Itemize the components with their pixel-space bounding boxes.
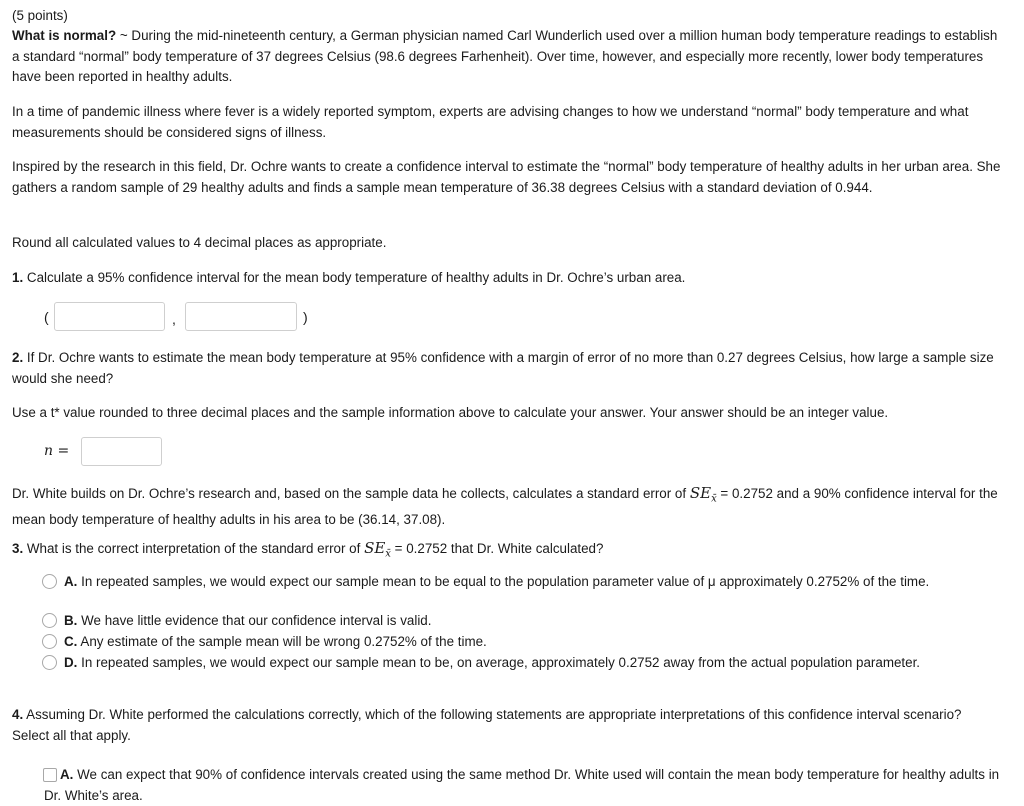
q3-option-d-radio[interactable] bbox=[42, 655, 57, 670]
q3-option-d-letter: D. bbox=[64, 655, 78, 670]
intro-paragraph bbox=[12, 26, 1002, 88]
question-2-text: If Dr. Ochre wants to estimate the mean body temperature at 95% confidence with a margin of error of no more than 0.27 degrees Celsius, how large a sample size would she need? bbox=[12, 350, 994, 386]
pandemic-paragraph: In a time of pandemic illness where fever is a widely reported symptom, experts are advising changes to how we understand “normal” body temperature and what measurements should be considered signs of illness. bbox=[12, 104, 969, 140]
question-2-instruction: Use a t* value rounded to three decimal places and the sample information above to calculate your answer. Your answer should be an integer value. bbox=[12, 405, 889, 420]
q3-option-b-label: We have little evidence that our confidence interval is valid. bbox=[77, 613, 432, 628]
question-2-number: 2. bbox=[12, 350, 24, 365]
sample-size-input[interactable] bbox=[81, 437, 162, 466]
q3-option-c-radio[interactable] bbox=[42, 634, 57, 649]
q3-option-b-radio[interactable] bbox=[42, 613, 57, 628]
question-3-text-2: = 0.2752 that Dr. White calculated? bbox=[390, 541, 604, 556]
n-label: n = bbox=[44, 443, 70, 459]
q4-option-a-text bbox=[44, 765, 1004, 806]
question-4-text: Assuming Dr. White performed the calculations correctly, which of the following statements are appropriate interpretations of this confidence interval scenario? Select all that apply. bbox=[12, 707, 962, 743]
white-text-2: = 0.2752 and a 90% confidence interval for the mean body temperature of healthy adults in his area to be (36.14, 37.08). bbox=[12, 486, 998, 528]
interval-upper-input[interactable] bbox=[185, 302, 297, 331]
q3-option-b-letter: B. bbox=[64, 613, 78, 628]
q3-option-a-label: In repeated samples, we would expect our sample mean to be equal to the population parameter value of μ approximately 0.2752% of the time. bbox=[77, 574, 930, 589]
q3-option-d-text bbox=[64, 653, 984, 674]
question-3-text-1: What is the correct interpretation of the standard error of bbox=[23, 541, 365, 556]
white-text-1: Dr. White builds on Dr. Ochre’s research and, based on the sample data he collects, calculates a standard error of bbox=[12, 486, 690, 501]
question-1 bbox=[12, 268, 1002, 289]
q3-option-a-radio[interactable] bbox=[42, 574, 57, 589]
q3-option-a-letter: A. bbox=[64, 574, 78, 589]
q3-option-d-label: In repeated samples, we would expect our sample mean to be, on average, approximately 0.2752 away from the actual population parameter. bbox=[77, 655, 921, 670]
q3-option-c-letter: C. bbox=[64, 634, 78, 649]
question-4 bbox=[12, 705, 1002, 746]
q3-option-c-label: Any estimate of the sample mean will be wrong 0.2752% of the time. bbox=[77, 634, 487, 649]
ochre-paragraph: Inspired by the research in this field, Dr. Ochre wants to create a confidence interval to estimate the “normal” body temperature of healthy adults in her urban area. She gathers a random sample of 29 healthy adults and finds a sample mean temperature of 36.38 degrees Celsius with a standard deviation of 0.944. bbox=[12, 159, 1001, 195]
question-1-number: 1. bbox=[12, 270, 24, 285]
se-symbol: SE bbox=[364, 539, 386, 557]
question-1-text: Calculate a 95% confidence interval for the mean body temperature of healthy adults in Dr. Ochre’s urban area. bbox=[23, 270, 686, 285]
q4-option-a-letter: A. bbox=[60, 767, 74, 782]
intro-title: What is normal? bbox=[12, 28, 117, 43]
points-label: (5 points) bbox=[12, 8, 68, 23]
question-3 bbox=[12, 538, 1002, 565]
interval-lower-input[interactable] bbox=[54, 302, 165, 331]
intro-body: ~ During the mid-nineteenth century, a German physician named Carl Wunderlich used over a million human body temperature readings to establish a standard “normal” body temperature of 37 degrees Celsius (98.6 degrees Farhenheit). Over time, however, and especially more recently, lower body temperatures have been reported in healthy adults. bbox=[12, 28, 998, 84]
rounding-note: Round all calculated values to 4 decimal places as appropriate. bbox=[12, 235, 387, 250]
white-paragraph bbox=[12, 483, 1002, 531]
q3-option-b-text bbox=[64, 611, 984, 632]
q3-option-c-text bbox=[64, 632, 984, 653]
interval-open-paren: ( bbox=[44, 309, 49, 325]
interval-comma: , bbox=[172, 311, 176, 327]
q4-option-a-label: We can expect that 90% of confidence intervals created using the same method Dr. White used will contain the mean body temperature for healthy adults in Dr. White’s area. bbox=[44, 767, 1000, 803]
se-symbol: SE bbox=[689, 484, 712, 502]
q3-option-a-text bbox=[64, 572, 984, 593]
se-subscript: x̄ bbox=[385, 548, 391, 560]
question-3-number: 3. bbox=[12, 541, 24, 556]
question-4-number: 4. bbox=[12, 707, 24, 722]
question-2 bbox=[12, 348, 1002, 389]
interval-close-paren: ) bbox=[303, 309, 308, 325]
se-subscript: x̄ bbox=[711, 493, 717, 505]
